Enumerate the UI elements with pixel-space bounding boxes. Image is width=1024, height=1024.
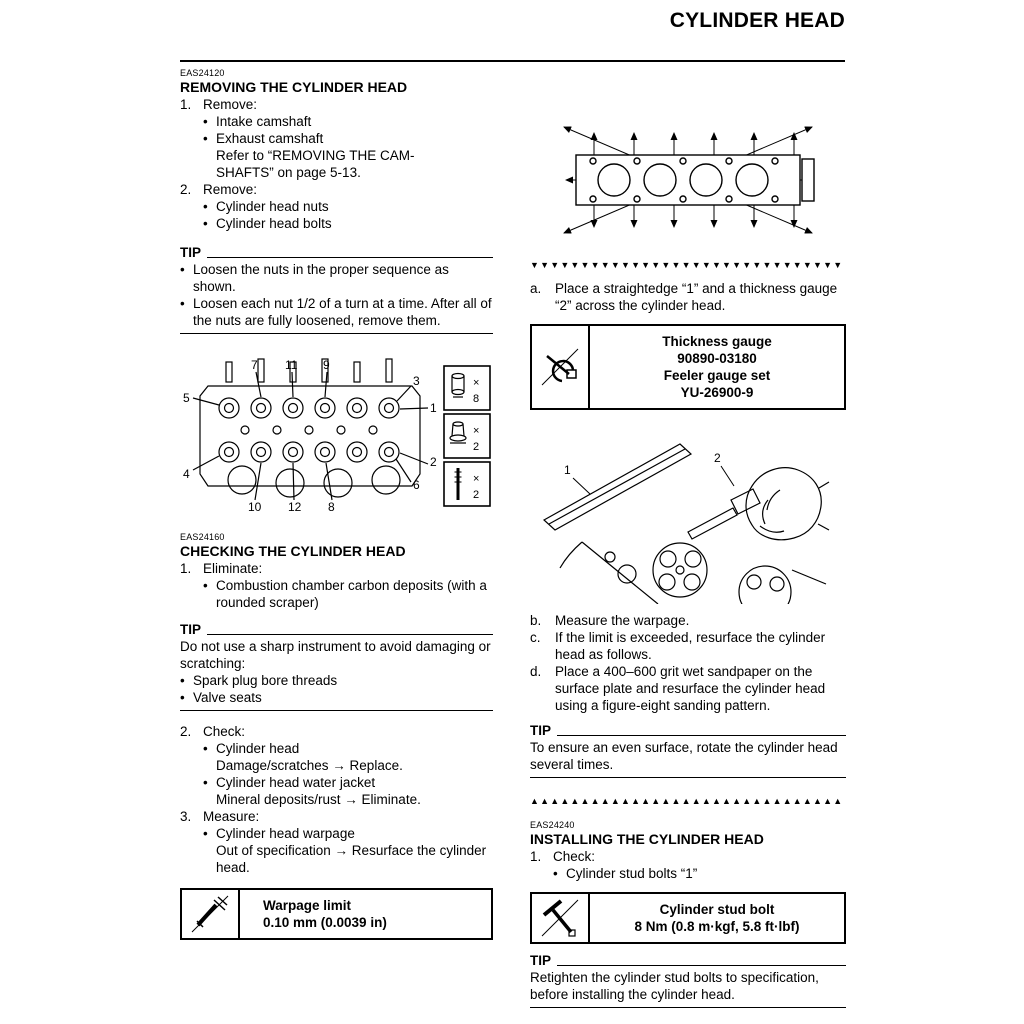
bullet-marker: • [180, 673, 185, 688]
bullet-marker: • [203, 114, 208, 129]
spec-title: Warpage limit [263, 898, 352, 913]
section-code-checking: EAS24160 [180, 532, 225, 542]
stud-bolt-icon [455, 468, 462, 500]
tip-divider [530, 777, 846, 778]
bullet-marker: • [180, 262, 185, 277]
spec-title: Cylinder stud bolt [659, 902, 775, 917]
installing-heading: INSTALLING THE CYLINDER HEAD [530, 831, 764, 847]
step-number: 3. [180, 809, 192, 824]
sequence-label: 1 [430, 401, 437, 415]
sequence-label: 11 [285, 358, 298, 372]
thickness-gauge-box [530, 324, 846, 410]
tool-number: YU-26900-9 [680, 385, 754, 400]
bullet-text: Cylinder head [216, 741, 300, 756]
bullet-item [203, 774, 493, 791]
check-action: Damage/scratches → Replace. [216, 758, 403, 773]
step-label: Check: [203, 724, 246, 739]
step-text: If the limit is exceeded, resurface the cylinder head as follows. [555, 630, 826, 662]
tip-divider [530, 1007, 846, 1008]
bullet-item [203, 577, 493, 611]
step-row [530, 612, 846, 629]
removing-heading: REMOVING THE CYLINDER HEAD [180, 79, 408, 95]
warpage-pattern-diagram [548, 113, 828, 248]
callout-label: 1 [564, 463, 571, 477]
sequence-label: 3 [413, 374, 420, 388]
step-number: 1. [180, 97, 192, 112]
spec-text [590, 894, 844, 942]
bullet-marker: • [203, 578, 208, 593]
tip-label: TIP [530, 953, 552, 968]
sequence-label: 10 [248, 500, 262, 514]
tip-text: Retighten the cylinder stud bolts to specification, before installing the cylinder head. [530, 970, 819, 1002]
sequence-label: 9 [323, 358, 330, 372]
nut-icon [452, 374, 464, 398]
step-letter: d. [530, 664, 542, 679]
bullet-item [203, 198, 493, 215]
bullet-item [203, 113, 493, 130]
step-number: 2. [180, 182, 192, 197]
sequence-label: 12 [288, 500, 302, 514]
spec-value: 8 Nm (0.8 m·kgf, 5.8 ft·lbf) [634, 919, 800, 934]
legend-times: × [473, 377, 480, 389]
tip-divider [180, 333, 493, 334]
tip-rule [551, 722, 846, 739]
tip-text: Loosen the nuts in the proper sequence as shown. [193, 262, 449, 294]
bolt-sequence-diagram [180, 356, 493, 516]
tip-label: TIP [180, 245, 202, 260]
step-row [180, 723, 493, 740]
callout-label: 2 [714, 451, 721, 465]
sequence-label: 4 [183, 467, 190, 481]
step-row [180, 560, 493, 577]
sequence-label: 2 [430, 455, 437, 469]
spec-icon-cell [532, 326, 590, 408]
bullet-text: Cylinder head warpage [216, 826, 355, 841]
bullet-marker: • [180, 296, 185, 311]
bullet-item [203, 740, 493, 757]
tip-block-header [530, 952, 846, 969]
warpage-spec-box [180, 888, 493, 940]
header-rule [180, 60, 845, 62]
tool-name: Feeler gauge set [663, 368, 771, 383]
bullet-item [203, 130, 493, 147]
triangle-separator-down: ▼▼▼▼▼▼▼▼▼▼▼▼▼▼▼▼▼▼▼▼▼▼▼▼▼▼▼▼▼▼▼ [530, 260, 844, 270]
tip-rule [201, 244, 493, 261]
micrometer-icon [540, 347, 580, 387]
step-number: 1. [530, 849, 542, 864]
left-column [180, 68, 493, 940]
step-label: Measure: [203, 809, 260, 824]
legend-times: × [473, 473, 480, 485]
flanged-nut-icon [450, 422, 466, 443]
bullet-text: Cylinder stud bolts “1” [566, 866, 698, 881]
sequence-label: 6 [413, 478, 420, 492]
straightedge-drawing [544, 444, 691, 530]
bullet-marker: • [203, 741, 208, 756]
tip-text: Loosen each nut 1/2 of a turn at a time. After all of the nuts are fully loosened, remove them. [193, 296, 492, 328]
legend-qty: 8 [473, 393, 480, 405]
tool-number: 90890-03180 [677, 351, 757, 366]
sequence-label: 7 [251, 358, 258, 372]
tip-text: Do not use a sharp instrument to avoid damaging or scratching: [180, 639, 491, 671]
step-row [180, 808, 493, 825]
step-label: Eliminate: [203, 561, 263, 576]
step-letter: a. [530, 281, 542, 296]
bullet-text: Exhaust camshaft [216, 131, 324, 146]
torque-wrench-icon [540, 898, 580, 938]
head-gasket-surface [576, 155, 814, 205]
section-code-installing: EAS24240 [530, 820, 575, 830]
bullet-text: Cylinder head bolts [216, 216, 332, 231]
bullet-text: Cylinder head water jacket [216, 775, 376, 790]
tip-block-header [530, 722, 846, 739]
bullet-text: Intake camshaft [216, 114, 312, 129]
step-row [180, 96, 493, 113]
step-row [180, 181, 493, 198]
bullet-marker: • [180, 690, 185, 705]
step-row [530, 629, 846, 663]
legend-qty: 2 [473, 489, 480, 501]
tip-block-header [180, 621, 493, 638]
bullet-item [553, 865, 846, 882]
step-label: Remove: [203, 97, 258, 112]
tip-text: Spark plug bore threads [193, 673, 338, 688]
bullet-marker: • [203, 131, 208, 146]
tip-rule [201, 621, 493, 638]
tip-bullet [180, 295, 493, 329]
check-action: Out of specification → Resurface the cylinder head. [216, 843, 487, 875]
bullet-marker: • [203, 775, 208, 790]
step-text: Measure the warpage. [555, 613, 690, 628]
section-code-removing: EAS24120 [180, 68, 225, 78]
step-letter: b. [530, 613, 542, 628]
tip-bullet [180, 672, 493, 689]
spec-icon-cell [532, 894, 590, 942]
bullet-text: Cylinder head nuts [216, 199, 329, 214]
bullet-marker: • [553, 866, 558, 881]
step-text: Place a 400–600 grit wet sandpaper on the surface plate and resurface the cylinder head using a figure-eight sanding pattern. [555, 664, 826, 713]
torque-spec-box [530, 892, 846, 944]
step-row [530, 848, 846, 865]
sequence-label: 5 [183, 391, 190, 405]
spec-icon-cell [182, 890, 240, 938]
spec-text [240, 890, 491, 938]
step-label: Check: [553, 849, 596, 864]
step-text: Place a straightedge “1” and a thickness gauge “2” across the cylinder head. [555, 281, 838, 313]
caliper-icon [190, 894, 230, 934]
check-action: Mineral deposits/rust → Eliminate. [216, 792, 421, 807]
tip-bullet [180, 261, 493, 295]
thickness-gauge-drawing [688, 489, 760, 539]
legend-qty: 2 [473, 441, 480, 453]
bullet-marker: • [203, 199, 208, 214]
right-column [530, 85, 846, 1008]
tool-name: Thickness gauge [662, 334, 772, 349]
bullet-marker: • [203, 826, 208, 841]
legend-times: × [473, 425, 480, 437]
spec-value: 0.10 mm (0.0039 in) [263, 915, 387, 930]
tip-rule [551, 952, 846, 969]
tip-text: Valve seats [193, 690, 262, 705]
tip-block-header [180, 244, 493, 261]
page-title: CYLINDER HEAD [669, 9, 845, 32]
straightedge-measurement-diagram [530, 424, 830, 604]
bullet-marker: • [203, 216, 208, 231]
checking-heading: CHECKING THE CYLINDER HEAD [180, 543, 406, 559]
sequence-label: 8 [328, 500, 335, 514]
tip-label: TIP [180, 622, 202, 637]
tip-label: TIP [530, 723, 552, 738]
triangle-separator-up: ▲▲▲▲▲▲▲▲▲▲▲▲▲▲▲▲▲▲▲▲▲▲▲▲▲▲▲▲▲▲▲ [530, 796, 844, 806]
step-row [530, 663, 846, 714]
step-label: Remove: [203, 182, 258, 197]
tip-divider [180, 710, 493, 711]
tip-bullet [180, 689, 493, 706]
cylinder-head-drawing [193, 359, 428, 500]
bullet-item [203, 825, 493, 842]
step-row [530, 280, 846, 314]
tip-text: To ensure an even surface, rotate the cylinder head several times. [530, 740, 838, 772]
bullet-item [203, 215, 493, 232]
bullet-text: Combustion chamber carbon deposits (with a rounded scraper) [216, 578, 487, 610]
reference-note-line: Refer to “REMOVING THE CAM- [216, 148, 415, 163]
step-number: 2. [180, 724, 192, 739]
reference-note-line: SHAFTS” on page 5-13. [216, 165, 361, 180]
step-letter: c. [530, 630, 541, 645]
cylinder-head-surface-drawing [560, 542, 826, 604]
step-number: 1. [180, 561, 192, 576]
spec-text [590, 326, 844, 408]
